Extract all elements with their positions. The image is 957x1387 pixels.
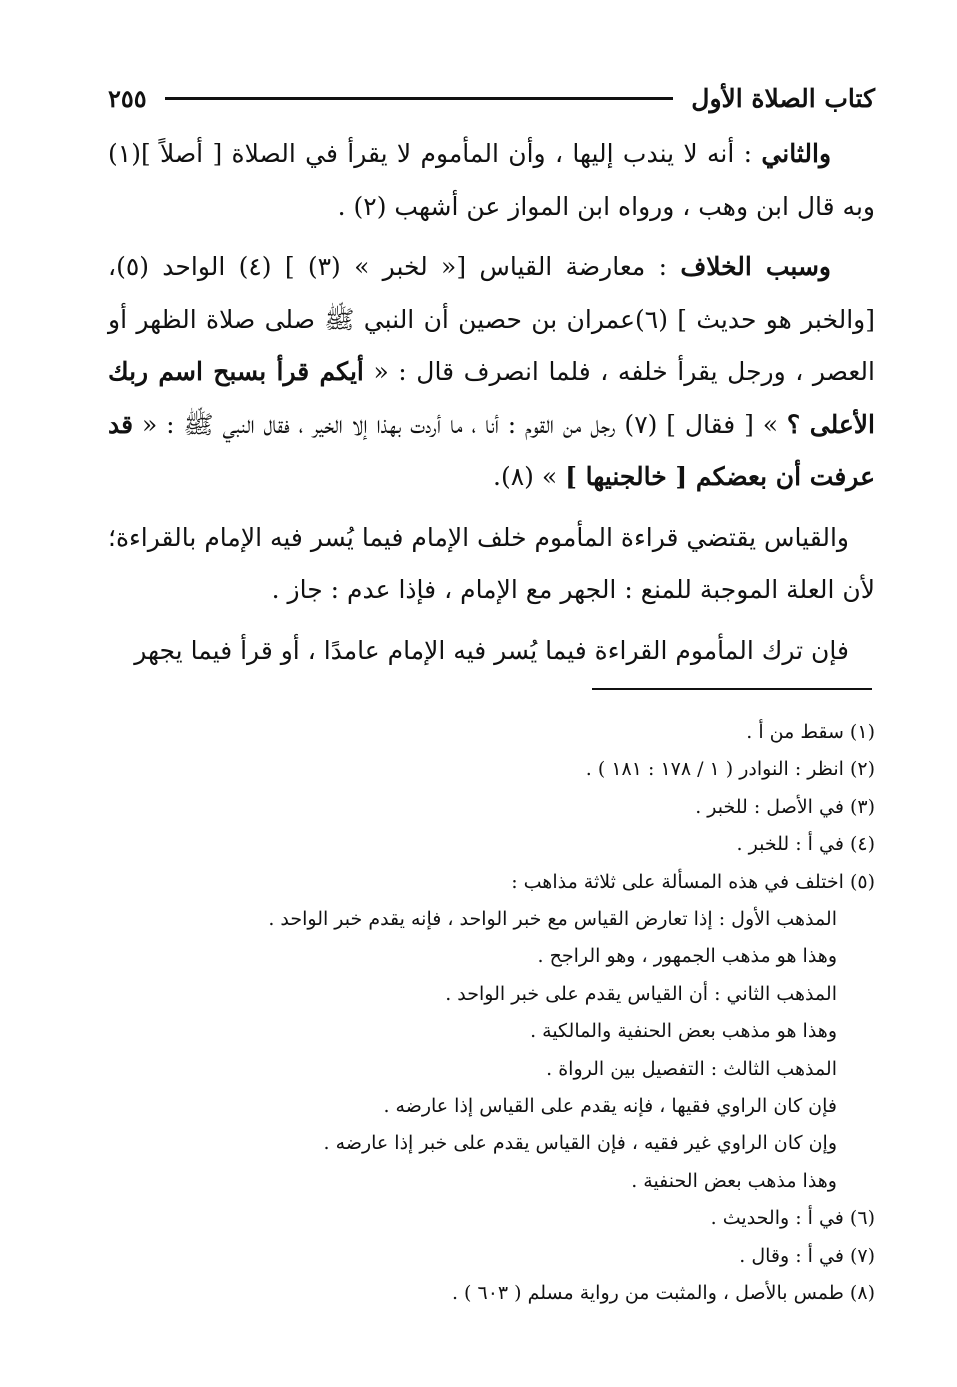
footnotes <box>108 714 875 1313</box>
page-number: ٢٥٥ <box>108 83 147 113</box>
footnote-5-line: فإن كان الراوي فقيها ، فإنه يقدم على القياس إذا عارضه . <box>383 1095 837 1118</box>
paragraph-3: والقياس يقتضي قراءة المأموم خلف الإمام فيما يُسر فيه الإمام بالقراءة؛ لأن العلة الموجبة للمنع : الجهر مع الإمام ، فإذا عدم : جاز . <box>108 522 875 604</box>
paragraph-2 <box>108 241 875 504</box>
footnote-8: (٨) طمس بالأصل ، والمثبت من رواية مسلم ( ٦٠٣ ) . <box>451 1282 875 1305</box>
footnote-4: (٤) في أ : للخبر . <box>736 833 875 856</box>
paragraph-2-text-2: » [ فقال ] (٧) رجل من القوم : أنا ، ما أردت بهذا إلا الخير ، فقال النبي ﷺ : « <box>141 409 778 439</box>
footnote-5-line: وهذا هو مذهب الجمهور ، وهو الراجح . <box>537 945 837 968</box>
footnote-7: (٧) في أ : وقال . <box>739 1244 875 1267</box>
footnote-2: (٢) انظر : النوادر ( ١ / ١٧٨ : ١٨١ ) . <box>585 758 875 781</box>
footnote-5-line: وهذا هو مذهب بعض الحنفية والمالكية . <box>530 1020 837 1043</box>
footnote-3: (٣) في الأصل : للخبر . <box>695 795 875 818</box>
footnote-5: (٥) اختلف في هذه المسألة على ثلاثة مذاهب : <box>511 870 875 893</box>
paragraph-1-text: : أنه لا يندب إليها ، وأن المأموم لا يقرأ في الصلاة [ أصلاً ](١) وبه قال ابن وهب ، ورواه ابن المواز عن أشهب (٢) . <box>108 139 875 221</box>
paragraph-1 <box>108 128 875 233</box>
hadith-quote-2: قد عرفت أن بعضكم [ خالجنيها ] <box>108 409 875 491</box>
footnote-5-line: المذهب الأول : إذا تعارض القياس مع خبر الواحد ، فإنه يقدم خبر الواحد . <box>268 908 837 931</box>
main-text <box>108 128 875 685</box>
footnote-5-line: وإن كان الراوي غير فقيه ، فإن القياس يقدم على خبر إذا عارضه . <box>323 1132 837 1155</box>
footnote-5-line: وهذا مذهب بعض الحنفية . <box>631 1169 837 1192</box>
footnote-1: (١) سقط من أ . <box>746 721 875 743</box>
running-header <box>108 78 875 118</box>
paragraph-2-text-3: » (٨). <box>493 462 558 491</box>
footnote-6: (٦) في أ : والحديث . <box>710 1207 875 1230</box>
footnote-5-line: المذهب الثالث : التفصيل بين الرواة . <box>546 1057 837 1080</box>
paragraph-1-lead: والثاني <box>761 139 832 168</box>
footnote-separator <box>592 688 872 690</box>
paragraph-4: فإن ترك المأموم القراءة فيما يُسر فيه الإمام عامدًا ، أو قرأ فيما يجهر <box>134 635 849 665</box>
chapter-title: كتاب الصلاة الأول <box>691 83 875 113</box>
paragraph-2-text-1: : معارضة القياس [« لخبر » (٣) ] (٤) الواحد (٥)، [والخبر هو حديث ] (٦)عمران بن حصين أن النبي ﷺ صلى صلاة الظهر أو العصر ، ورجل يقرأ خلفه ، فلما انصرف قال : « <box>108 252 875 386</box>
footnote-5-line: المذهب الثاني : أن القياس يقدم على خبر الواحد . <box>445 982 837 1005</box>
header-rule <box>165 97 674 100</box>
paragraph-2-lead: وسبب الخلاف <box>680 252 831 281</box>
hadith-quote-1: أيكم قرأ بسبح اسم ربك الأعلى ؟ <box>108 357 875 439</box>
